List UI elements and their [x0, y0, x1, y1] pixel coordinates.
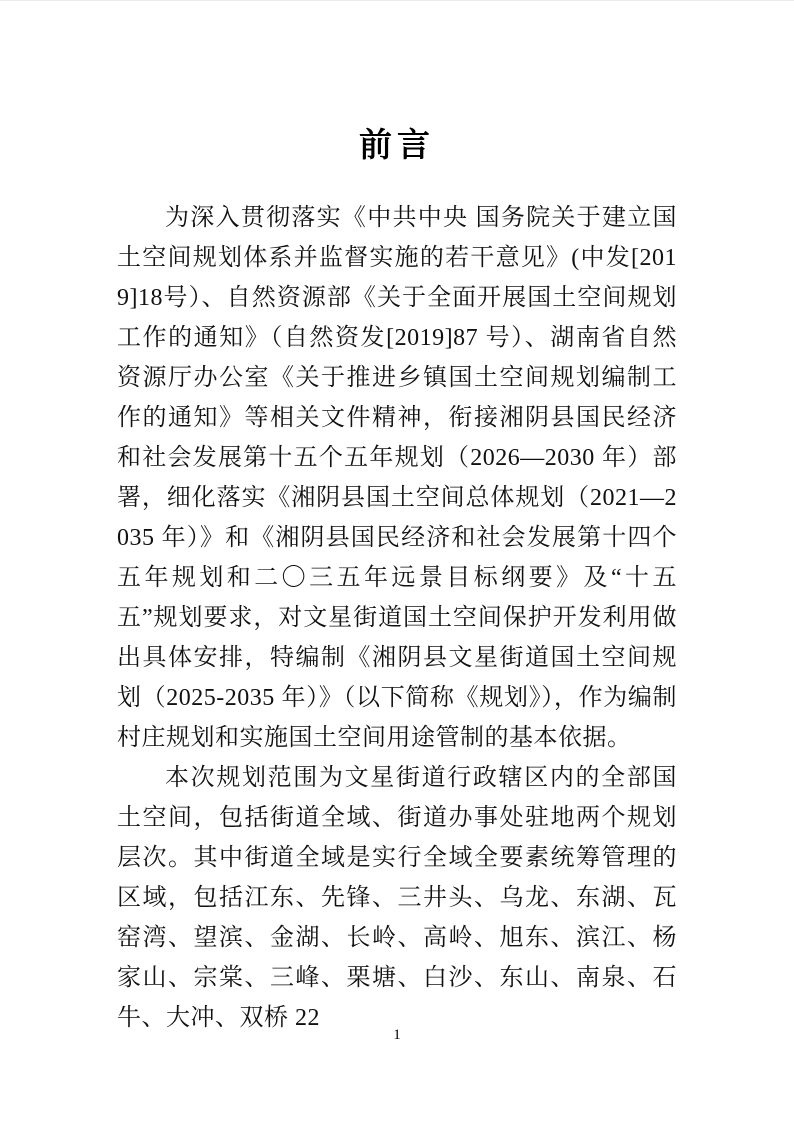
document-body: [117, 198, 677, 1038]
paragraph-2: 本次规划范围为文星街道行政辖区内的全部国土空间，包括街道全域、街道办事处驻地两个规划层次。其中街道全域是实行全域全要素统筹管理的区域，包括江东、先锋、三井头、乌龙、东湖、瓦窑湾、望滨、金湖、长岭、高岭、旭东、滨江、杨家山、宗棠、三峰、栗塘、白沙、东山、南泉、石牛、大冲、双桥 22: [117, 765, 677, 1031]
paragraph-1: 为深入贯彻落实《中共中央 国务院关于建立国土空间规划体系并监督实施的若干意见》(中发[2019]18号）、自然资源部《关于全面开展国土空间规划工作的通知》（自然资发[2019]87 号）、湖南省自然资源厅办公室《关于推进乡镇国土空间规划编制工作的通知》等相关文件精神，衔接湘阴县国民经济和社会发展第十五个五年规划（2026—2030 年）部署，细化落实《湘阴县国土空间总体规划（2021—2035 年）》和《湘阴县国民经济和社会发展第十四个五年规划和二〇三五年远景目标纲要》及“十五五”规划要求，对文星街道国土空间保护开发利用做出具体安排，特编制《湘阴县文星街道国土空间规划（2025-2035 年）》（以下简称《规划》），作为编制村庄规划和实施国土空间用途管制的基本依据。: [117, 205, 677, 751]
page-title: 前言: [359, 128, 435, 164]
page-number: 1: [393, 1027, 401, 1043]
